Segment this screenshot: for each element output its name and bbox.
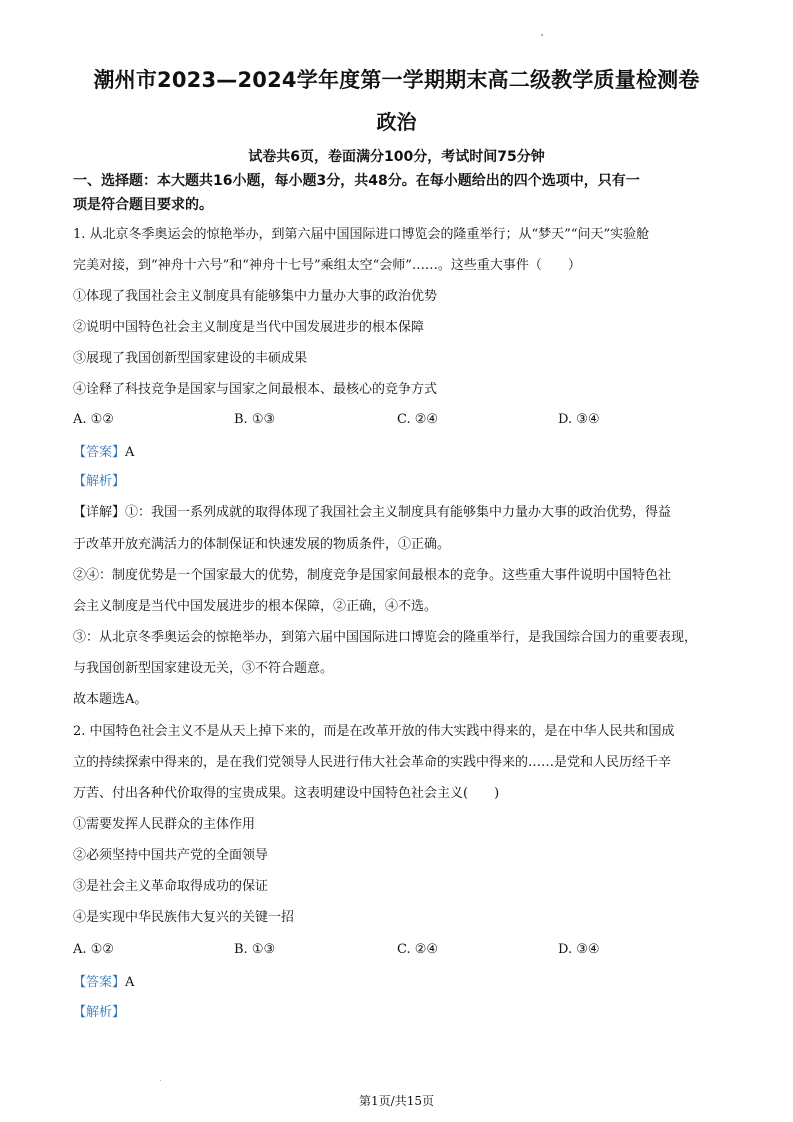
q1-option-a: A. ①②: [73, 412, 114, 427]
q1-option-b: B. ①③: [234, 412, 276, 427]
q1-conclusion: 故本题选A。: [73, 692, 148, 707]
scan-dot: [160, 1080, 161, 1081]
q2-statement-4: ④是实现中华民族伟大复兴的关键一招: [73, 910, 295, 925]
detail-text: ①：我国一系列成就的取得体现了我国社会主义制度具有能够集中力量办大事的政治优势，得益: [125, 505, 672, 520]
exam-title: 潮州市2023—2024学年度第一学期期末高二级教学质量检测卷: [93, 68, 700, 92]
q1-detail-line4: 会主义制度是当代中国发展进步的根本保障，②正确，④不选。: [73, 599, 438, 614]
exam-info: 试卷共6页，卷面满分100分，考试时间75分钟: [248, 149, 545, 165]
q2-answer: [73, 974, 134, 992]
answer-value: A: [125, 445, 135, 460]
section-heading-line1: 一、选择题：本大题共16小题，每小题3分，共48分。在每小题给出的四个选项中，只有一: [73, 173, 640, 189]
q2-option-d: D. ③④: [558, 942, 600, 957]
page-number: 第1页/共15页: [359, 1094, 434, 1108]
q1-stem-line1: 1. 从北京冬季奥运会的惊艳举办，到第六届中国国际进口博览会的隆重举行；从“梦天”“问天”实验舱: [73, 227, 650, 242]
q2-option-a: A. ①②: [73, 942, 114, 957]
scan-dot: [541, 34, 543, 36]
q2-option-c: C. ②④: [397, 942, 439, 957]
q1-statement-2: ②说明中国特色社会主义制度是当代中国发展进步的根本保障: [73, 320, 425, 335]
q2-stem-line3: 万苦、付出各种代价取得的宝贵成果。这表明建设中国特色社会主义( ): [73, 786, 500, 801]
q1-statement-1: ①体现了我国社会主义制度具有能够集中力量办大事的政治优势: [73, 289, 438, 304]
q1-option-d: D. ③④: [558, 412, 600, 427]
q1-analysis-tag: 【解析】: [73, 474, 126, 489]
q1-answer: [73, 444, 134, 462]
q1-statement-3: ③展现了我国创新型国家建设的丰硕成果: [73, 351, 308, 366]
q1-detail-line3: ②④：制度优势是一个国家最大的优势，制度竞争是国家间最根本的竞争。这些重大事件说明中国特色社: [73, 568, 672, 583]
q2-statement-3: ③是社会主义革命取得成功的保证: [73, 879, 269, 894]
section-heading-line2: 项是符合题目要求的。: [73, 197, 213, 213]
subject-title: 政治: [376, 110, 417, 134]
detail-tag: 【详解】: [73, 505, 126, 520]
q1-stem-line2: 完美对接，到“神舟十六号”和“神舟十七号”乘组太空“会师”……。这些重大事件（ ）: [73, 258, 581, 273]
q1-detail-line2: 于改革开放充满活力的体制保证和快速发展的物质条件，①正确。: [73, 537, 451, 552]
answer-value: A: [125, 975, 135, 990]
q1-option-c: C. ②④: [397, 412, 439, 427]
q2-stem-line1: 2. 中国特色社会主义不是从天上掉下来的，而是在改革开放的伟大实践中得来的，是在中华人民共和国成: [73, 724, 675, 739]
q1-detail-line1: [73, 504, 671, 522]
q1-detail-line5: ③：从北京冬季奥运会的惊艳举办，到第六届中国国际进口博览会的隆重举行，是我国综合国力的重要表现，: [73, 630, 698, 645]
q2-statement-2: ②必须坚持中国共产党的全面领导: [73, 848, 269, 863]
q1-detail-line6: 与我国创新型国家建设无关，③不符合题意。: [73, 661, 334, 676]
answer-tag: 【答案】: [73, 975, 126, 990]
q2-statement-1: ①需要发挥人民群众的主体作用: [73, 817, 256, 832]
answer-tag: 【答案】: [73, 445, 126, 460]
q2-option-b: B. ①③: [234, 942, 276, 957]
q2-stem-line2: 立的持续探索中得来的，是在我们党领导人民进行伟大社会革命的实践中得来的……是党和人民历经千辛: [73, 755, 672, 770]
q1-statement-4: ④诠释了科技竞争是国家与国家之间最根本、最核心的竞争方式: [73, 382, 438, 397]
q2-analysis-tag: 【解析】: [73, 1005, 126, 1020]
